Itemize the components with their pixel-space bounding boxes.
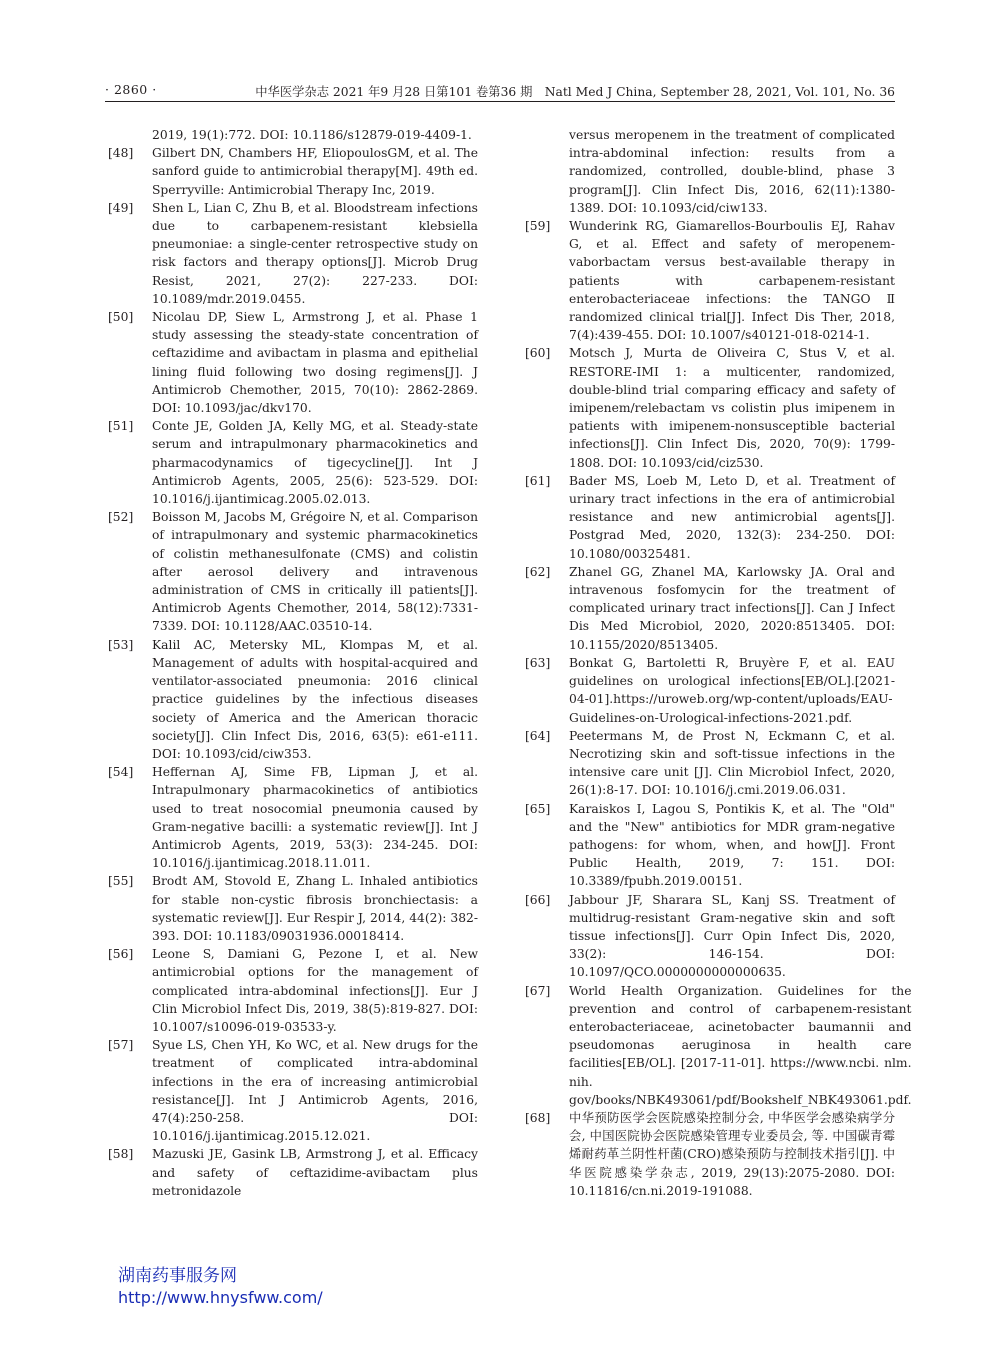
reference-text: Nicolau DP, Siew L, Armstrong J, et al. Phase 1 study assessing the steady-state concentration of ceftazidime and avibactam in plasma and epithelial lining fluid following two dosing regimens[J]. J Antimicrob Chemother, 2015, 70(10): 2862-2869. DOI: 10.1093/jac/dkv170.: [152, 310, 478, 416]
reference-text: Leone S, Damiani G, Pezone I, et al. New antimicrobial options for the management of complicated intra-abdominal infections[J]. Eur J Clin Microbiol Infect Dis, 2019, 38(5):819-827. DOI: 10.1007/s10096-019-03533-y.: [152, 947, 478, 1034]
reference-number: [57]: [108, 1038, 134, 1053]
reference-entry: [108, 872, 478, 945]
watermark-footer: [118, 1266, 323, 1308]
reference-number: [59]: [525, 219, 551, 234]
reference-entry: [108, 636, 478, 763]
reference-entry: [525, 654, 895, 727]
reference-entry: [525, 891, 895, 982]
reference-text: Brodt AM, Stovold E, Zhang L. Inhaled antibiotics for stable non-cystic fibrosis bronchiectasis: a systematic review[J]. Eur Respir J, 2014, 44(2): 382-393. DOI: 10.1183/09031936.00018414.: [152, 874, 478, 943]
reference-number: [68]: [525, 1110, 551, 1125]
reference-entry: [525, 1109, 895, 1200]
reference-number: [65]: [525, 801, 551, 816]
reference-list-right: [525, 217, 912, 1200]
reference-text: Zhanel GG, Zhanel MA, Karlowsky JA. Oral and intravenous fosfomycin for the treatment of complicated urinary tract infections[J]. Can J Infect Dis Med Microbiol, 2020, 2020:8513405. DOI: 10.1155/2020/8513405.: [569, 564, 895, 652]
reference-entry: [108, 1036, 478, 1145]
reference-entry: [108, 763, 478, 872]
reference-text: Karaiskos I, Lagou S, Pontikis K, et al. The "Old" and the "New" antibiotics for MDR gram-negative pathogens: for whom, when, and how[J]. Front Public Health, 2019, 7: 151. DOI: 10.3389/fpubh.2019.00151.: [569, 801, 895, 889]
running-header: [105, 80, 895, 102]
reference-continuation: 2019, 19(1):772. DOI: 10.1186/s12879-019-4409-1.: [152, 128, 472, 142]
reference-number: [50]: [108, 310, 134, 325]
reference-text: Jabbour JF, Sharara SL, Kanj SS. Treatment of multidrug-resistant Gram-negative skin and soft tissue infections[J]. Curr Opin Infect Dis, 2020, 33(2): 146-154. DOI: 10.1097/QCO.0000000000000635.: [569, 892, 895, 980]
reference-number: [63]: [525, 655, 551, 670]
reference-number: [55]: [108, 874, 134, 889]
reference-text: Bader MS, Loeb M, Leto D, et al. Treatment of urinary tract infections in the era of antimicrobial resistance and new antimicrobial agents[J]. Postgrad Med, 2020, 132(3): 234-250. DOI: 10.1080/00325481.: [569, 473, 895, 561]
reference-number: [64]: [525, 728, 551, 743]
reference-text: 中华预防医学会医院感染控制分会, 中华医学会感染病学分会, 中国医院协会医院感染管理专业委员会, 等. 中国碳青霉烯耐药革兰阴性杆菌(CRO)感染预防与控制技术指引[J]. 中华医院感染学杂志, 2019, 29(13):2075-2080. DOI: 10.11816/cn.ni.2019-191088.: [569, 1110, 895, 1198]
reference-entry: [525, 472, 895, 563]
reference-continuation: versus meropenem in the treatment of complicated intra-abdominal infection: results from a randomized, controlled, double-blind, phase 3 program[J]. Clin Infect Dis, 2016, 62(11):1380-1389. DOI: 10.1093/cid/ciw133.: [569, 128, 895, 215]
reference-text: World Health Organization. Guidelines for the prevention and control of carbapenem-resistant enterobacteriaceae, acinetobacter baumannii and pseudomonas aeruginosa in health care facilities[EB/OL]. [2017-11-01]. https://www.ncbi. nlm. nih. gov/books/NBK493061/pdf/Bookshelf_NBK493061.pdf.: [569, 983, 912, 1107]
reference-number: [62]: [525, 564, 551, 579]
reference-entry: [525, 800, 895, 891]
reference-text: Peetermans M, de Prost N, Eckmann C, et al. Necrotizing skin and soft-tissue infections in the intensive care unit [J]. Clin Microbiol Infect, 2020, 26(1):8-17. DOI: 10.1016/j.cmi.2019.06.031.: [569, 728, 895, 798]
reference-text: Bonkat G, Bartoletti R, Bruyère F, et al. EAU guidelines on urological infections[EB/OL].[2021-04-01].https://uroweb.org/wp-content/uploads/EAU-Guidelines-on-Urological-infections-2021.pdf.: [569, 655, 895, 725]
reference-entry: [525, 217, 895, 344]
reference-text: Heffernan AJ, Sime FB, Lipman J, et al. Intrapulmonary pharmacokinetics of antibiotics used to treat nosocomial pneumonia caused by Gram-negative bacilli: a systematic review[J]. Int J Antimicrob Agents, 2019, 53(3): 234-245. DOI: 10.1016/j.ijantimicag.2018.11.011.: [152, 765, 478, 871]
reference-entry: [108, 1145, 478, 1200]
reference-entry: [108, 508, 478, 635]
left-column: [108, 126, 478, 1200]
reference-entry: [108, 417, 478, 508]
journal-citation-line: 中华医学杂志 2021 年9 月28 日第101 卷第36 期 Natl Med J China, September 28, 2021, Vol. 101, No. 36: [255, 85, 895, 99]
reference-number: [53]: [108, 637, 134, 652]
page-number: · 2860 ·: [105, 82, 157, 97]
reference-text: Conte JE, Golden JA, Kelly MG, et al. Steady-state serum and intrapulmonary pharmacokinetics and pharmacodynamics of tigecycline[J]. Int J Antimicrob Agents, 2005, 25(6): 523-529. DOI: 10.1016/j.ijantimicag.2005.02.013.: [152, 419, 478, 507]
reference-text: Boisson M, Jacobs M, Grégoire N, et al. Comparison of intrapulmonary and systemic pharmacokinetics of colistin methanesulfonate (CMS) and colistin after aerosol delivery and intravenous administration of CMS in critically ill patients[J]. Antimicrob Agents Chemother, 2014, 58(12):7331-7339. DOI: 10.1128/AAC.03510-14.: [152, 510, 478, 634]
reference-entry: [108, 144, 478, 199]
reference-number: [58]: [108, 1147, 134, 1162]
reference-number: [61]: [525, 473, 551, 488]
reference-text: Wunderink RG, Giamarellos-Bourboulis EJ, Rahav G, et al. Effect and safety of meropenem-vaborbactam versus best-available therapy in patients with carbapenem-resistant enterobacteriaceae infections: the TANGO Ⅱ randomized clinical trial[J]. Infect Dis Ther, 2018, 7(4):439-455. DOI: 10.1007/s40121-018-0214-1.: [569, 219, 895, 343]
reference-entry: [525, 563, 895, 654]
reference-number: [66]: [525, 892, 551, 907]
reference-list-left: [108, 144, 478, 1200]
reference-number: [56]: [108, 947, 134, 962]
reference-text: Mazuski JE, Gasink LB, Armstrong J, et al. Efficacy and safety of ceftazidime-avibactam plus metronidazole: [152, 1147, 478, 1198]
right-column: [525, 126, 912, 1200]
reference-entry: [108, 308, 478, 417]
reference-number: [49]: [108, 200, 134, 215]
reference-text: Kalil AC, Metersky ML, Klompas M, et al. Management of adults with hospital-acquired and ventilator-associated pneumonia: 2016 clinical practice guidelines by the infectious diseases society of America and the American thoracic society[J]. Clin Infect Dis, 2016, 63(5): e61-e111. DOI: 10.1093/cid/ciw353.: [152, 637, 478, 761]
reference-number: [54]: [108, 765, 134, 780]
site-url[interactable]: http://www.hnysfww.com/: [118, 1288, 323, 1307]
header-rule: [105, 101, 895, 102]
reference-number: [48]: [108, 146, 134, 161]
reference-entry: [108, 945, 478, 1036]
reference-entry: [525, 344, 895, 471]
reference-text: Shen L, Lian C, Zhu B, et al. Bloodstream infections due to carbapenem-resistant klebsiella pneumoniae: a single-center retrospective study on risk factors and therapy options[J]. Microb Drug Resist, 2021, 27(2): 227-233. DOI: 10.1089/mdr.2019.0455.: [152, 200, 478, 306]
reference-text: Gilbert DN, Chambers HF, EliopoulosGM, et al. The sanford guide to antimicrobial therapy[M]. 49th ed. Sperryville: Antimicrobial Therapy Inc, 2019.: [152, 146, 478, 197]
site-name: 湖南药事服务网: [118, 1266, 237, 1286]
reference-number: [60]: [525, 346, 551, 361]
reference-entry: [525, 727, 895, 800]
reference-number: [52]: [108, 510, 134, 525]
reference-text: Syue LS, Chen YH, Ko WC, et al. New drugs for the treatment of complicated intra-abdominal infections in the era of increasing antimicrobial resistance[J]. Int J Antimicrob Agents, 2016, 47(4):250-258. DOI: 10.1016/j.ijantimicag.2015.12.021.: [152, 1038, 478, 1144]
reference-text: Motsch J, Murta de Oliveira C, Stus V, et al. RESTORE-IMI 1: a multicenter, randomized, double-blind trial comparing efficacy and safety of imipenem/relebactam vs colistin plus imipenem in patients with imipenem-nonsusceptible bacterial infections[J]. Clin Infect Dis, 2020, 70(9): 1799-1808. DOI: 10.1093/cid/ciz530.: [569, 346, 895, 470]
reference-entry: [525, 982, 912, 1109]
reference-entry: [108, 199, 478, 308]
reference-number: [51]: [108, 419, 134, 434]
reference-number: [67]: [525, 983, 551, 998]
